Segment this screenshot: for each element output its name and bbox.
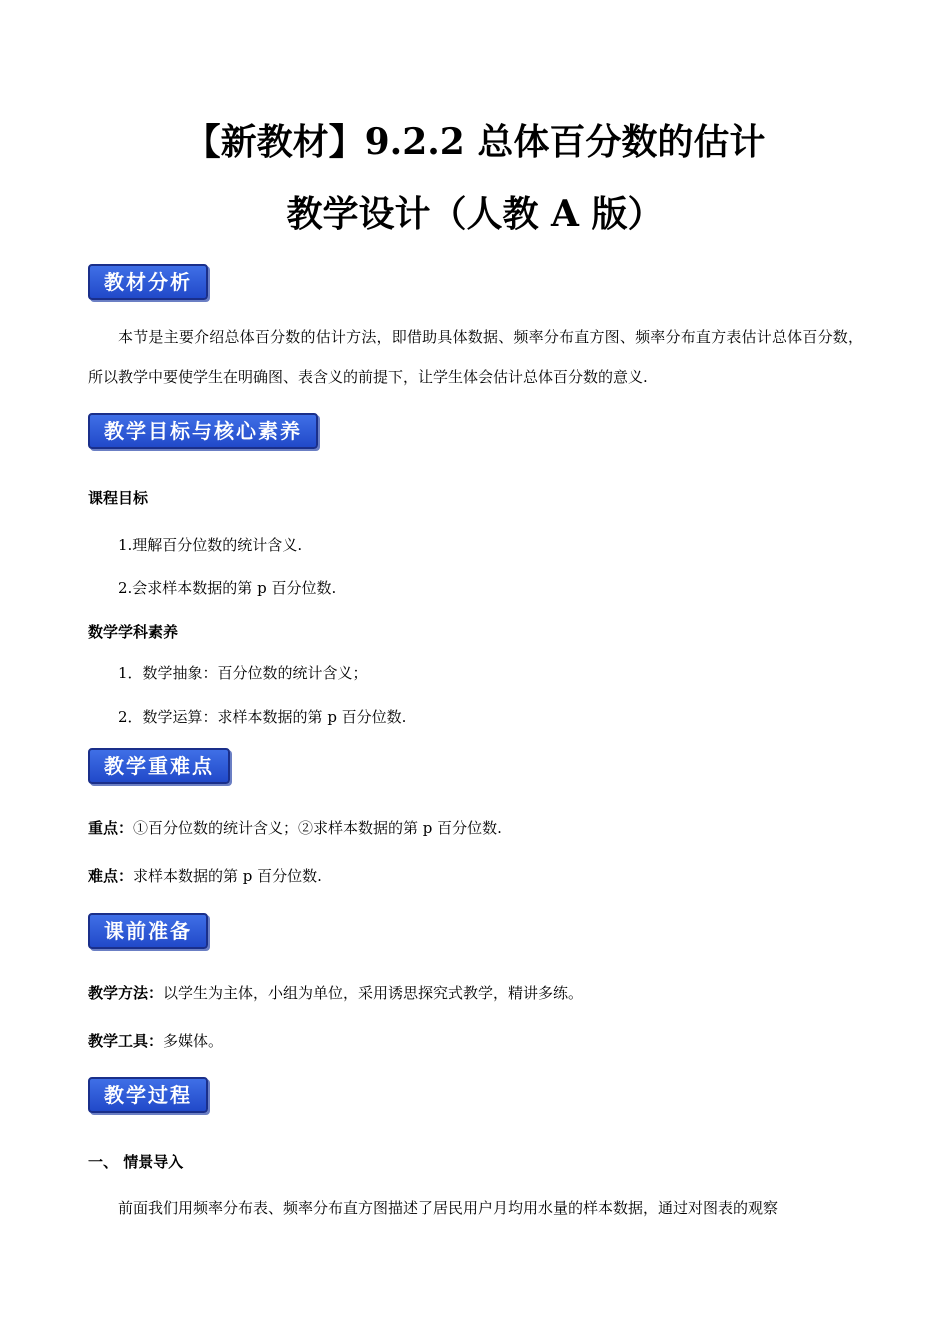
process-step1-heading: 一、 情景导入	[88, 1153, 184, 1171]
course-goals-heading: 课程目标	[88, 489, 149, 507]
document-title-line2: 教学设计（人教 A 版）	[286, 193, 664, 235]
section-badge-analysis: 教材分析	[88, 264, 208, 300]
section-badge-keypoints: 教学重难点	[88, 748, 230, 784]
course-goal-item-1: 1.理解百分位数的统计含义.	[118, 536, 303, 554]
teaching-tool-text: 多媒体。	[163, 1032, 224, 1050]
literacy-item-2: 2．数学运算：求样本数据的第 p 百分位数.	[118, 708, 407, 726]
course-goal-item-2: 2.会求样本数据的第 p 百分位数.	[118, 579, 337, 597]
literacy-heading: 数学学科素养	[88, 623, 179, 641]
teaching-method-label: 教学方法：	[88, 984, 164, 1002]
section-badge-prep: 课前准备	[88, 913, 208, 949]
literacy-item-1: 1．数学抽象：百分位数的统计含义；	[118, 664, 368, 682]
section-badge-process: 教学过程	[88, 1077, 208, 1113]
analysis-paragraph: 本节是主要介绍总体百分数的估计方法，即借助具体数据、频率分布直方图、频率分布直方表估计总体百分数，所以教学中要使学生在明确图、表含义的前提下，让学生体会估计总体百分数的意义.	[88, 328, 863, 386]
hard-point-text: 求样本数据的第 p 百分位数.	[133, 867, 322, 885]
teaching-tool-line	[88, 1030, 223, 1052]
process-step1-text: 前面我们用频率分布表、频率分布直方图描述了居民用户月均用水量的样本数据，通过对图表的观察	[118, 1199, 779, 1217]
hard-point-label: 难点：	[88, 867, 134, 885]
document-title-line1: 【新教材】9.2.2 总体百分数的估计	[184, 121, 766, 163]
teaching-method-line	[88, 982, 583, 1004]
key-point-text: ①百分位数的统计含义；②求样本数据的第 p 百分位数.	[133, 819, 502, 837]
teaching-tool-label: 教学工具：	[88, 1032, 164, 1050]
section-badge-goals: 教学目标与核心素养	[88, 413, 318, 449]
teaching-method-text: 以学生为主体，小组为单位，采用诱思探究式教学，精讲多练。	[163, 984, 584, 1002]
hard-point-line	[88, 865, 322, 887]
key-point-line	[88, 817, 502, 839]
key-point-label: 重点：	[88, 819, 134, 837]
